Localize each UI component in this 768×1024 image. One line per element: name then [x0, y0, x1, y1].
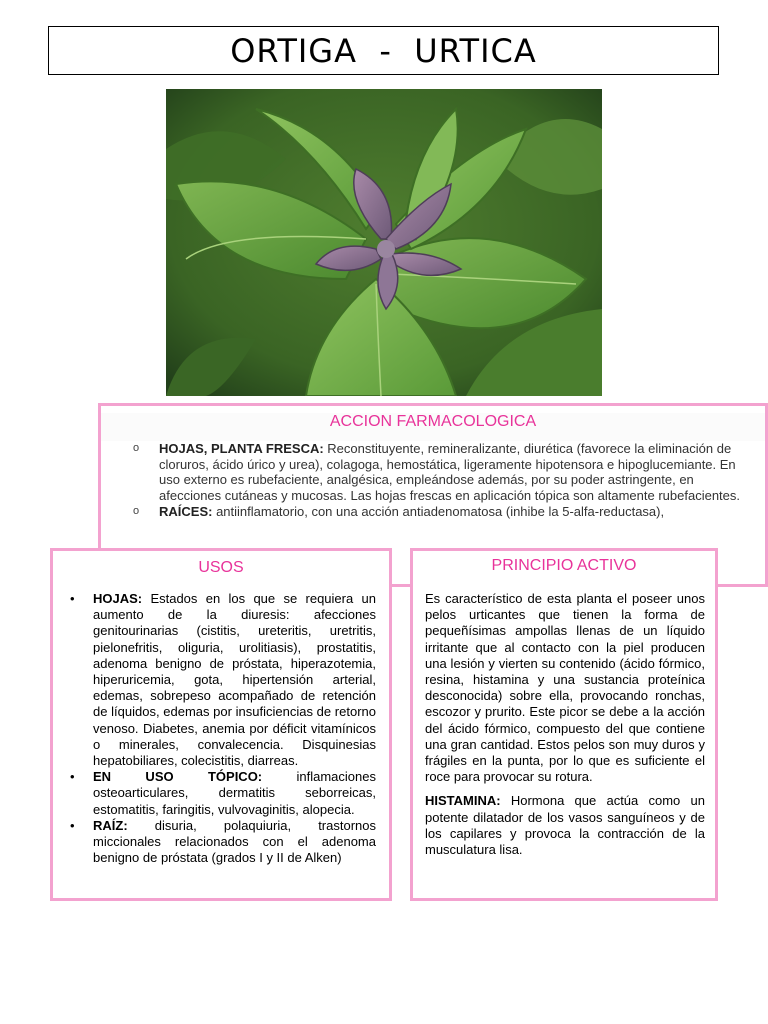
- item-text: inflamaciones osteoarticulares, dermatitis seborreicas, estomatitis, faringitis, vulvovaginitis, alopecia.: [93, 769, 376, 817]
- circle-bullet-icon: o: [133, 442, 140, 454]
- histamina-paragraph: [425, 793, 705, 858]
- principio-heading: PRINCIPIO ACTIVO: [491, 557, 637, 574]
- circle-bullet-icon: o: [133, 505, 140, 517]
- item-text: Reconstituyente, remineralizante, diurética (favorece la eliminación de cloruros, ácido úrico y urea), colagoga, hemostática, ligeramente hipotensora e hipoglucemiante. En uso externo es rubefaciente, analgésica, empleándose además, por su poder astringente, en afecciones cutáneas y mucosas. Las hojas frescas en aplicación tópica son altamente rubefacientes.: [159, 441, 741, 503]
- item-label: EN USO TÓPICO:: [93, 769, 263, 785]
- bullet-dot-icon: •: [70, 817, 75, 833]
- list-item: [68, 818, 376, 867]
- usos-heading: USOS: [198, 559, 244, 576]
- accion-heading: ACCION FARMACOLOGICA: [101, 413, 765, 441]
- item-text: antiinflamatorio, con una acción antiadenomatosa (inhibe la 5-alfa-reductasa),: [212, 504, 665, 519]
- item-text: Estados en los que se requiera un aumento de la diuresis: afecciones genitourinarias (cistitis, ureteritis, uretritis, pielonefritis, oliguria, urolitiasis), prostatitis, adenoma benigno de próstata, hiperazotemia, hiperuricemia, gota, hipertensión arterial, edemas, sobrepeso acompañado de retención de líquidos, edemas por insuficiencias de retorno venoso. Diabetes, anemia por déficit vitamínicos o minerales, convalecencia. Disquinesias hepatobiliares, colecistitis, diarreas.: [93, 591, 376, 769]
- list-item: [68, 591, 376, 769]
- item-label: HOJAS:: [93, 591, 143, 606]
- usos-box: [50, 548, 392, 901]
- list-item: [133, 504, 753, 520]
- principio-activo-box: [410, 548, 718, 901]
- item-text: disuria, polaquiuria, trastornos miccionales relacionados con el adenoma benigno de próstata (grados I y II de Alken): [93, 817, 376, 866]
- histamina-text: Hormona que actúa como un potente dilatador de los vasos sanguíneos y de los capilares y provoca la contracción de la musculatura lisa.: [425, 793, 705, 858]
- accion-list: [101, 441, 765, 520]
- title-box: [48, 26, 719, 75]
- principio-paragraph: Es característico de esta planta el poseer unos pelos urticantes que tienen la forma de pequeñísimas ampollas llenas de un líquido irritante que al contacto con la piel producen una lesión y vierten su contenido (ácido fórmico, resina, histamina y una sustancia proteínica desconocida) sobre ella, provocando ronchas, escozor y prurito. Este picor se debe a la acción del ácido fórmico, compuesto del que contiene una gran cantidad. Estos pelos son muy duros y frágiles en la punta, por lo que es suficiente el roce para provocar su rotura.: [425, 591, 705, 785]
- list-item: [133, 441, 753, 503]
- bullet-dot-icon: •: [70, 769, 75, 785]
- item-label: HOJAS, PLANTA FRESCA:: [159, 441, 324, 456]
- principio-body: [413, 591, 715, 858]
- item-label: RAÍZ:: [93, 817, 128, 833]
- item-label: RAÍCES:: [159, 504, 213, 519]
- nettle-illustration: [166, 89, 602, 396]
- bullet-dot-icon: •: [70, 591, 75, 606]
- list-item: [68, 769, 376, 818]
- histamina-label: HISTAMINA:: [425, 793, 501, 809]
- page-title: ORTIGA - URTICA: [230, 31, 537, 70]
- usos-list: [53, 591, 389, 866]
- nettle-plant-photo: [166, 89, 602, 396]
